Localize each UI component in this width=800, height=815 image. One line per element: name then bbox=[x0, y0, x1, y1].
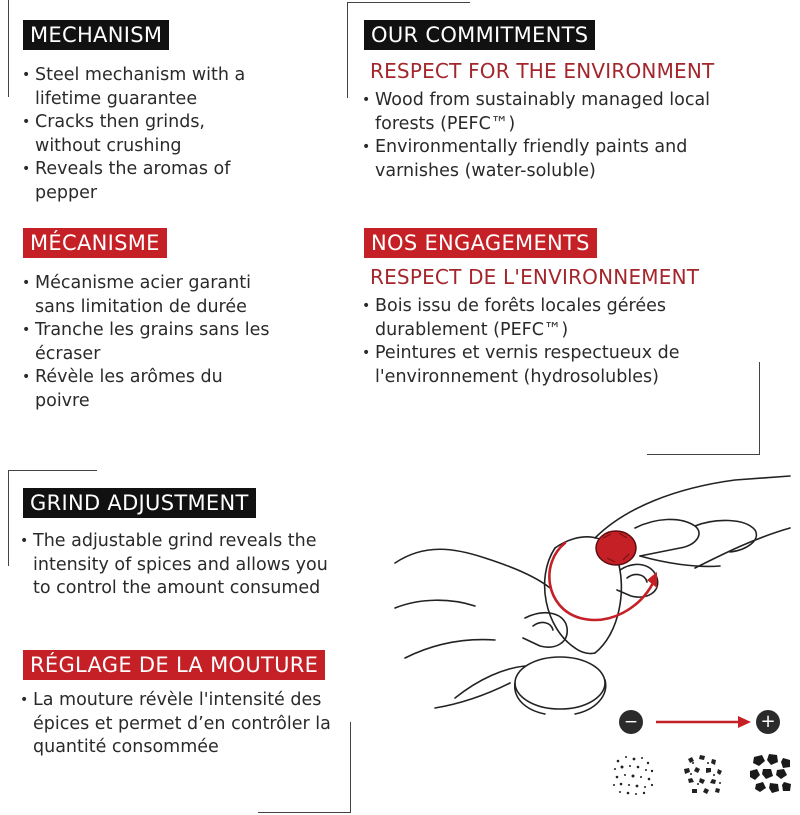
commitments-subtitle-en: RESPECT FOR THE ENVIRONMENT bbox=[370, 59, 715, 83]
list-item: • Mécanisme acier garanti sans limitation de durée bbox=[22, 272, 285, 319]
list-item: • The adjustable grind reveals the intensity of spices and allows you to control the amount consumed bbox=[20, 530, 338, 601]
list-item: • Révèle les arômes du poivre bbox=[22, 366, 265, 413]
list-item: • Cracks then grinds, without crushing bbox=[22, 111, 235, 158]
list-item: • Peintures et vernis respectueux de l'environnement (hydrosolubles) bbox=[362, 342, 725, 389]
commitments-title-fr: NOS ENGAGEMENTS bbox=[364, 228, 597, 258]
mechanism-list-en bbox=[22, 64, 302, 205]
commitments-list-en bbox=[362, 89, 742, 183]
list-item: • Tranche les grains sans les écraser bbox=[22, 319, 275, 366]
grind-list-en bbox=[20, 530, 350, 601]
mechanism-title-fr: MÉCANISME bbox=[23, 228, 167, 258]
mechanism-title-en: MECHANISM bbox=[23, 20, 169, 50]
mechanism-list-fr bbox=[22, 272, 302, 413]
list-item: • La mouture révèle l'intensité des épices et permet d’en contrôler la quantité consommée bbox=[20, 689, 353, 760]
grind-title-en: GRIND ADJUSTMENT bbox=[23, 488, 256, 518]
coarse-grind-icon bbox=[746, 749, 796, 799]
minus-symbol: − bbox=[623, 712, 639, 732]
grind-title-fr: RÉGLAGE DE LA MOUTURE bbox=[23, 650, 325, 680]
grind-list-fr bbox=[20, 689, 350, 760]
grind-scale bbox=[600, 705, 800, 815]
minus-icon bbox=[619, 710, 643, 734]
commitments-list-fr bbox=[362, 295, 742, 389]
commitments-title-en: OUR COMMITMENTS bbox=[364, 20, 595, 50]
plus-icon bbox=[756, 710, 780, 734]
commitments-subtitle-fr: RESPECT DE L'ENVIRONNEMENT bbox=[370, 265, 700, 289]
arrow-right-icon bbox=[656, 715, 756, 729]
list-item: • Bois issu de forêts locales gérées durablement (PEFC™) bbox=[362, 295, 705, 342]
red-knob bbox=[596, 531, 636, 565]
plus-symbol: + bbox=[760, 711, 776, 732]
fine-grind-icon bbox=[608, 749, 658, 799]
medium-grind-icon bbox=[678, 749, 728, 799]
list-item: • Reveals the aromas of pepper bbox=[22, 158, 265, 205]
list-item: • Environmentally friendly paints and varnishes (water-soluble) bbox=[362, 136, 740, 183]
bracket-mechanism bbox=[8, 0, 9, 97]
list-item: • Steel mechanism with a lifetime guarantee bbox=[22, 64, 265, 111]
hand-twisting-grinder-illustration bbox=[395, 468, 795, 718]
list-item: • Wood from sustainably managed local forests (PEFC™) bbox=[362, 89, 740, 136]
